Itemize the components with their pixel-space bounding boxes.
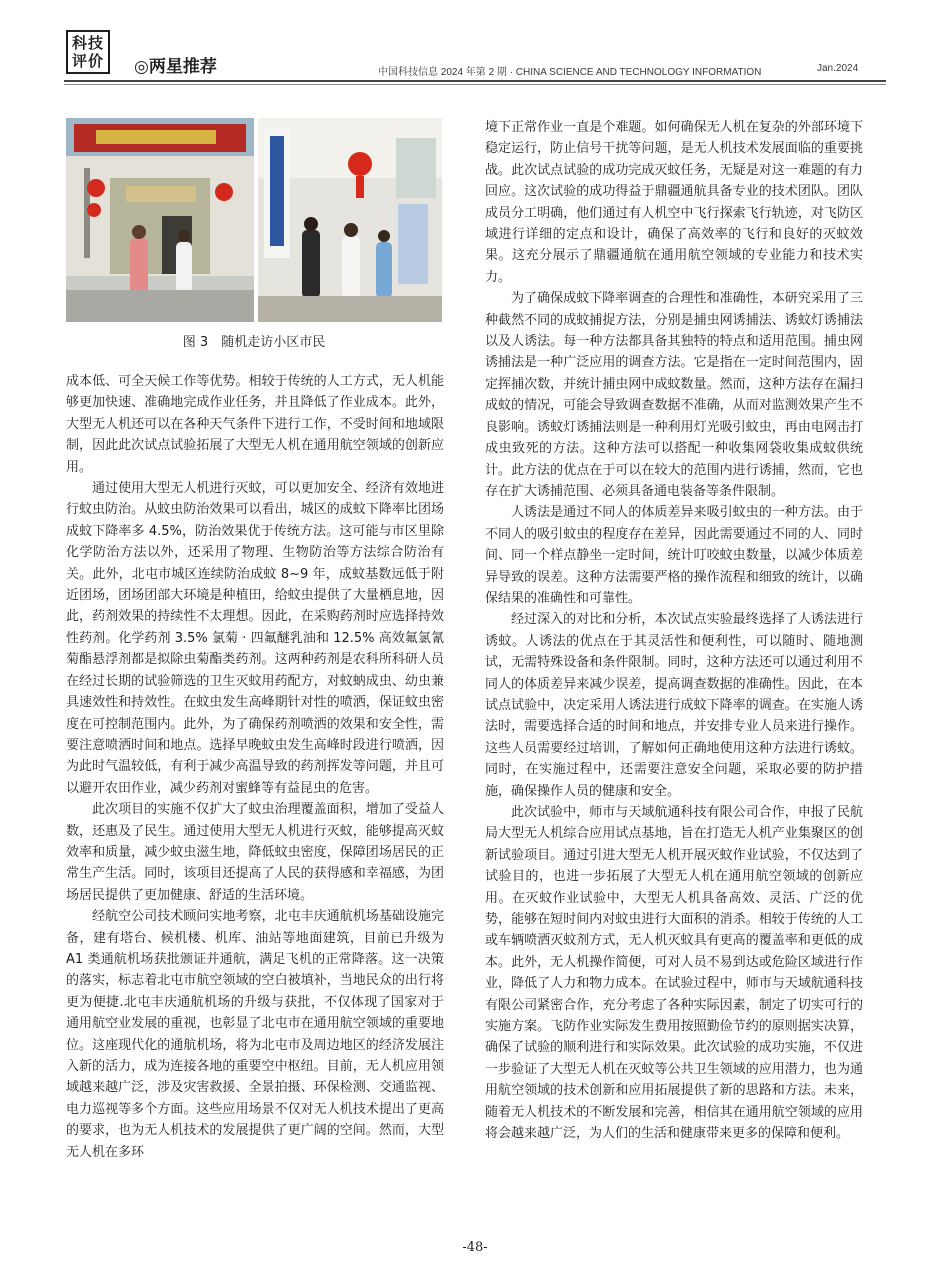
column-logo [66,30,110,74]
paragraph: 境下正常作业一直是个难题。如何确保无人机在复杂的外部环境下稳定运行，防止信号干扰等问题，是无人机技术发展面临的重要挑战。此次试点试验的成功完成灭蚊任务，无疑是对这一难题的有力回应。这次试验的成功得益于鼎疆通航具备专业的技术团队。团队成员分工明确，他们通过有人机空中飞行探索飞行轨迹，对飞防区域进行详细的定点和设计，确保了高效率的飞行和良好的灭蚊效果。这充分展示了鼎疆通航在通用航空领域的专业能力和技术实力。 [485,120,863,285]
left-column [66,371,444,1163]
photo-storefront [66,118,254,322]
logo-line-1: 科技 [71,34,104,52]
journal-date: Jan.2024 [817,63,859,74]
header-rule [64,80,886,82]
paragraph: 为了确保成蚊下降率调查的合理性和准确性，本研究采用了三种截然不同的成蚊捕捉方法，分别是捕虫网诱捕法、诱蚊灯诱捕法以及人诱法。每一种方法都具备其独特的特点和适用范围。捕虫网诱捕法是一种广泛应用的调查方法。它是指在一定时间范围内，固定挥捕次数，并统计捕虫网中成蚊数量。然而，这种方法存在漏扫成蚊的情况，可能会导致调查数据不准确，从而对监测效果产生不良影响。诱蚊灯诱捕法则是一种利用灯光吸引蚊虫，再由电网击打成虫致死的方法。这种方法可以搭配一种收集网袋收集成蚊供统计。此方法的优点在于可以在较大的范围内进行诱捕，然而，它也存在扩大诱捕范围、必须具备通电装备等条件限制。 [485,291,863,499]
logo-line-2: 评价 [71,52,104,70]
section-title: ◎两星推荐 [134,57,217,77]
paragraph: 通过使用大型无人机进行灭蚊，可以更加安全、经济有效地进行蚊虫防治。从蚊虫防治效果可以看出，城区的成蚊下降率比团场成蚊下降率多 4.5%，防治效果优于传统方法。这可能与市区里除化学防治方法以外，还采用了物理、生物防治等方法综合防治有关。此外，北屯市城区连续防治成蚊 8~9 年，成蚊基数远低于附近团场，团场团部大环境是种植田，给蚊虫提供了大量栖息地，因此，药剂效果的持续性不太理想。因此，在采购药剂时应选择持效性药剂。化学药剂 3.5% 氯菊 · 四氟醚乳油和 12.5% 高效氟氯氰菊酯悬浮剂都是拟除虫菊酯类药剂。这两种药剂是农科所科研人员在经过长期的试验筛选的卫生灭蚊用药配方，对蚊蚋成虫、幼虫兼具速效性和持效性。在蚊虫发生高峰期针对性的喷洒，保证蚊虫密度在可控制范围内。此外，为了确保药剂喷洒的效果和安全性，需要注意喷洒时间和地点。选择早晚蚊虫发生高峰时段进行喷洒，因为此时气温较低，有利于减少高温导致的药剂挥发等问题，并且可以避开农田作业，减少药剂对蜜蜂等有益昆虫的危害。 [66,481,444,796]
paragraph: 此次试验中，师市与天域航通科技有限公司合作，申报了民航局大型无人机综合应用试点基地，旨在打造无人机产业集聚区的创新试验项目。通过引进大型无人机开展灭蚊作业试验，不仅达到了试验目的，也进一步拓展了大型无人机在通用航空领域的创新应用。在灭蚊作业试验中，大型无人机具备高效、灵活、广泛的优势，能够在短时间内对蚊虫进行大面积的消杀。相较于传统的人工或车辆喷洒灭蚊剂方式，无人机灭蚊具有更高的覆盖率和更低的成本。此外，无人机操作简便，可对人员不易到达或危险区域进行作业，降低了人力和物力成本。在试验过程中，师市与天域航通科技有限公司紧密合作，充分考虑了各种实际因素，制定了切实可行的实施方案。飞防作业实际发生费用按照勤俭节约的原则据实决算，确保了试验的顺利进行和实际效果。此次试验的成功实施，不仅进一步验证了大型无人机在灭蚊等公共卫生领域的应用潜力，也为通用航空领域的技术创新和应用拓展提供了新的思路和方法。未来，随着无人机技术的不断发展和完善，相信其在通用航空领域的应用将会越来越广泛，为人们的生活和健康带来更多的保障和便利。 [485,805,863,1142]
paragraph: 人诱法是通过不同人的体质差异来吸引蚊虫的一种方法。由于不同人的吸引蚊虫的程度存在差异，因此需要通过不同的人、同时间、同一个样点静坐一定时间，统计叮咬蚊虫数量，以减少体质差异导致的误差。这种方法需要严格的操作流程和细致的统计，以确保结果的准确性和可靠性。 [485,505,863,606]
paragraph: 经过深入的对比和分析，本次试点实验最终选择了人诱法进行诱蚊。人诱法的优点在于其灵活性和便利性，可以随时、随地测试，无需特殊设备和条件限制。同时，这种方法还可以通过利用不同人的体质差异来减少误差，提高调查数据的准确性。因此，在本试点试验中，决定采用人诱法进行成蚊下降率的调查。在实施人诱法时，需要选择合适的时间和地点，并安排专业人员来进行操作。这些人员需要经过培训，了解如何正确地使用这种方法进行诱蚊。同时，在实施过程中，还需要注意安全问题，采取必要的防护措施，确保操作人员的健康和安全。 [485,612,863,799]
header-rule-thin [64,84,886,85]
page-header [0,0,950,90]
page-number: -48- [462,1240,488,1255]
photo-interior [258,118,442,322]
figure-caption: 图 3 随机走访小区市民 [182,335,326,350]
paragraph: 成本低、可全天候工作等优势。相较于传统的人工方式，无人机能够更加快速、准确地完成作业任务，并且降低了作业成本。此外，大型无人机还可以在各种天气条件下进行工作，不受时间和地域限制，因此此次试点试验拓展了大型无人机在通用航空领域的创新应用。 [66,374,444,475]
journal-info: 中国科技信息 2024 年第 2 期 · CHINA SCIENCE AND TECHNOLOGY INFORMATION [378,67,762,78]
paragraph: 此次项目的实施不仅扩大了蚊虫治理覆盖面积，增加了受益人数，还惠及了民生。通过使用大型无人机进行灭蚊，能够提高灭蚊效率和质量，减少蚊虫滋生地，降低蚊虫密度，保障团场居民的正常生产生活。同时，该项目还提高了人民的获得感和幸福感，为团场居民提供了更加健康、舒适的生活环境。 [66,802,444,903]
right-column [485,117,863,1145]
figure-3 [66,118,442,322]
paragraph: 经航空公司技术顾问实地考察，北屯丰庆通航机场基础设施完备，建有塔台、候机楼、机库、油站等地面建筑，目前已升级为 A1 类通航机场获批颁证并通航，满足飞机的正常降落。这一决策的落实，标志着北屯市航空领域的空白被填补，当地民众的出行将更为便捷.北屯丰庆通航机场的升级与获批，不仅体现了国家对于通用航空业发展的重视，也彰显了北屯市在通用航空领域的重要地位。这座现代化的通航机场，将为北屯市及周边地区的经济发展注入新的活力，成为连接各地的重要空中枢纽。目前，无人机应用领域越来越广泛，涉及灾害救援、全景拍摄、环保检测、交通监视、电力巡视等多个方面。这些应用场景不仅对无人机技术提出了更高的要求，也为无人机技术的发展提供了更广阔的空间。然而，大型无人机在多环 [66,909,444,1160]
